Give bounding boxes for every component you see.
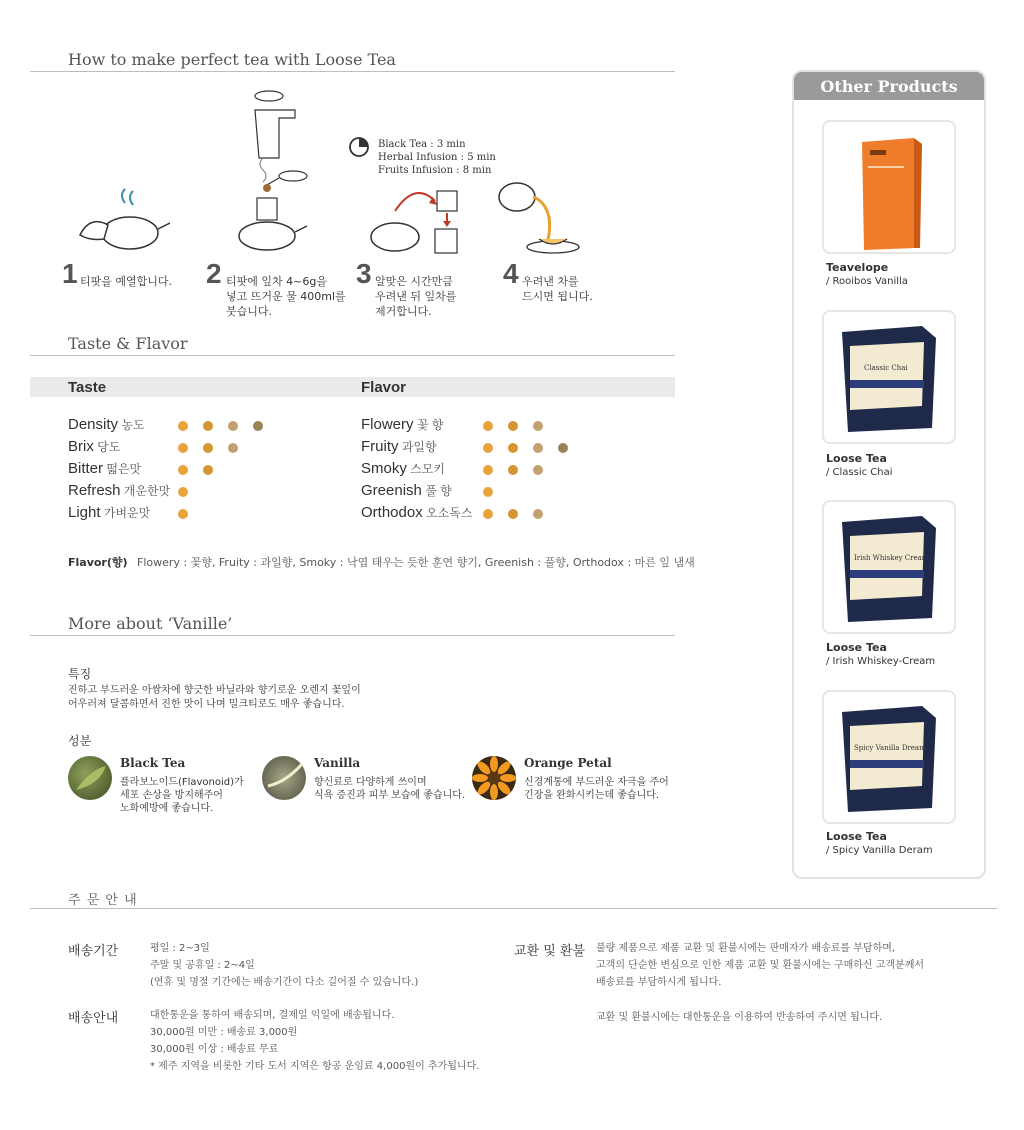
flavor-label-en: Smoky	[361, 460, 407, 477]
level-dot	[483, 487, 493, 497]
product-image-spicy-vanilla-dream[interactable]	[822, 690, 956, 824]
taste-label-en: Refresh	[68, 482, 121, 499]
flavor-row-greenish	[361, 482, 661, 504]
product-subtitle[interactable]: / Classic Chai	[826, 467, 893, 478]
flavor-header: Flavor	[361, 379, 407, 396]
time-herbal: Herbal Infusion : 5 min	[378, 152, 496, 163]
level-dot	[178, 509, 188, 519]
taste-header: Taste	[68, 379, 107, 396]
product-image-irish-whiskey-cream[interactable]	[822, 500, 956, 634]
taste-row-refresh	[68, 482, 368, 504]
more-title: More about ‘Vanille’	[68, 614, 233, 633]
flavor-label	[361, 460, 445, 477]
step-4-text: 우려낸 차를 드시면 됩니다.	[522, 275, 593, 303]
flavor-label-ko: 풀 향	[421, 484, 452, 498]
step-2-text: 티팟에 잎차 4~6g을 넣고 뜨거운 물 400ml를 붓습니다.	[226, 275, 346, 318]
taste-label	[68, 482, 170, 499]
product-name[interactable]: Loose Tea	[826, 641, 887, 654]
flavor-row-fruity	[361, 438, 661, 460]
level-dot	[228, 421, 238, 431]
taste-flavor-title: Taste & Flavor	[68, 334, 188, 353]
other-products-sidebar	[792, 70, 986, 879]
product-subtitle[interactable]: / Rooibos Vanilla	[826, 276, 908, 287]
level-dot	[508, 509, 518, 519]
ingredients-label: 성분	[68, 734, 92, 748]
ingredient-name: Vanilla	[314, 756, 361, 770]
level-dot	[178, 443, 188, 453]
tin-label: Spicy Vanilla Dream	[854, 744, 926, 752]
flavor-label-ko: 꽃 향	[413, 418, 444, 432]
flavor-label	[361, 438, 437, 455]
loose-tea-tin-icon	[824, 692, 954, 822]
taste-label-en: Bitter	[68, 460, 104, 477]
taste-flavor-header	[30, 377, 675, 397]
orange-petal-image	[472, 756, 516, 800]
level-dot	[203, 421, 213, 431]
taste-row-light	[68, 504, 368, 526]
level-dot	[533, 443, 543, 453]
step-4-number: 4	[503, 258, 519, 289]
flavor-row-flowery	[361, 416, 661, 438]
flavor-label-ko: 오소독스	[422, 506, 473, 520]
loose-tea-tin-icon	[824, 502, 954, 632]
flavor-row-smoky	[361, 460, 661, 482]
section-divider	[30, 908, 997, 909]
tin-label: Irish Whiskey Cream	[854, 554, 929, 562]
flavor-label-en: Orthodox	[361, 504, 423, 521]
teapot-remove-leaves-illustration	[365, 185, 465, 260]
product-name[interactable]: Teavelope	[826, 261, 889, 274]
flavor-label	[361, 416, 443, 433]
taste-label-en: Brix	[68, 438, 94, 455]
shipping-info-label: 배송안내	[68, 1011, 119, 1026]
teapot-pour-illustration	[235, 88, 315, 263]
product-image-classic-chai[interactable]	[822, 310, 956, 444]
taste-row-density	[68, 416, 368, 438]
level-dot	[483, 421, 493, 431]
vanilla-image	[262, 756, 306, 800]
step-2-number: 2	[206, 258, 222, 289]
level-dot	[483, 509, 493, 519]
step-3-number: 3	[356, 258, 372, 289]
taste-label-ko: 개운한맛	[120, 484, 171, 498]
level-dot	[533, 465, 543, 475]
step-1-text: 티팟을 예열합니다.	[80, 275, 173, 288]
level-dot	[508, 443, 518, 453]
product-image-rooibos-vanilla[interactable]	[822, 120, 956, 254]
section-divider	[30, 635, 675, 636]
taste-label	[68, 460, 141, 477]
black-tea-image	[68, 756, 112, 800]
ingredient-desc: 신경계통에 부드러운 자극을 주어 긴장을 완화시키는데 좋습니다.	[524, 777, 669, 801]
loose-tea-tin-icon	[824, 312, 954, 442]
taste-label-ko: 가벼운맛	[100, 506, 151, 520]
order-title: 주 문 안 내	[68, 893, 138, 908]
time-fruits: Fruits Infusion : 8 min	[378, 165, 492, 176]
flavor-label-en: Fruity	[361, 438, 399, 455]
teapot-warm-illustration	[70, 185, 170, 255]
product-subtitle[interactable]: / Irish Whiskey-Cream	[826, 656, 936, 667]
timer-icon	[348, 136, 370, 158]
flavor-label-en: Flowery	[361, 416, 414, 433]
shipping-period-text: 평일 : 2~3일 주말 및 공휴일 : 2~4일 (연휴 및 명절 기간에는 배송기간이 다소 길어질 수 있습니다.)	[150, 943, 419, 988]
flavor-note	[68, 554, 695, 570]
step-1-number: 1	[62, 258, 78, 289]
level-dot	[178, 487, 188, 497]
level-dot	[508, 465, 518, 475]
feature-text: 진하고 부드러운 아쌈차에 향긋한 바닐라와 향기로운 오렌지 꽃잎이 어우러져 달콤하면서 진한 맛이 나며 밀크티로도 매우 좋습니다.	[68, 685, 361, 710]
teavelope-box-icon	[824, 122, 954, 252]
feature-label: 특징	[68, 667, 92, 681]
ingredient-desc: 플라보노이드(Flavonoid)가 세포 손상을 방지해주어 노화예방에 좋습니다.	[120, 777, 244, 814]
other-products-title: Other Products	[794, 72, 984, 100]
exchange-text: 불량 제품으로 제품 교환 및 환불시에는 판매자가 배송료를 부담하며, 고객의 단순한 변심으로 인한 제품 교환 및 환불시에는 구매하신 고객분께서 배송료를 부담하시게 됩니다.	[596, 943, 925, 988]
taste-label-ko: 농도	[118, 418, 145, 432]
level-dot	[483, 465, 493, 475]
taste-label-ko: 당도	[93, 440, 121, 454]
product-name[interactable]: Loose Tea	[826, 452, 887, 465]
product-subtitle[interactable]: / Spicy Vanilla Deram	[826, 845, 933, 856]
exchange-label: 교환 및 환불	[514, 944, 586, 959]
level-dot	[483, 443, 493, 453]
ingredient-orange-petal	[524, 756, 684, 802]
time-black-tea: Black Tea : 3 min	[378, 139, 466, 150]
ingredient-black-tea	[120, 756, 260, 815]
teacup-serve-illustration	[495, 175, 585, 260]
level-dot	[178, 465, 188, 475]
level-dot	[558, 443, 568, 453]
taste-label-en: Light	[68, 504, 101, 521]
shipping-period-label: 배송기간	[68, 944, 119, 959]
flavor-note-label: Flavor(향)	[68, 556, 128, 569]
taste-label-ko: 떫은맛	[103, 462, 142, 476]
ingredient-vanilla	[314, 756, 474, 802]
howto-title: How to make perfect tea with Loose Tea	[68, 50, 396, 69]
taste-row-bitter	[68, 460, 368, 482]
level-dot	[533, 509, 543, 519]
level-dot	[508, 421, 518, 431]
ingredient-desc: 향신료로 다양하게 쓰이며 식욕 증진과 피부 보습에 좋습니다.	[314, 777, 466, 801]
level-dot	[178, 421, 188, 431]
taste-label	[68, 416, 145, 433]
section-divider	[30, 71, 675, 72]
tin-label: Classic Chai	[864, 364, 908, 372]
ingredient-name: Black Tea	[120, 756, 186, 770]
level-dot	[533, 421, 543, 431]
level-dot	[203, 443, 213, 453]
flavor-note-text: Flowery : 꽃향, Fruity : 과일향, Smoky : 낙엽 태우는 듯한 훈연 향기, Greenish : 풀향, Orthodox : 마른 잎 냄새	[137, 556, 695, 569]
level-dot	[228, 443, 238, 453]
taste-row-brix	[68, 438, 368, 460]
flavor-label-ko: 스모키	[406, 462, 445, 476]
level-dot	[203, 465, 213, 475]
taste-label-en: Density	[68, 416, 119, 433]
taste-label	[68, 438, 120, 455]
exchange-return-text: 교환 및 환불시에는 대한통운을 이용하여 반송하여 주시면 됩니다.	[596, 1012, 883, 1023]
flavor-label-ko: 과일향	[398, 440, 437, 454]
ingredient-name: Orange Petal	[524, 756, 612, 770]
product-name[interactable]: Loose Tea	[826, 830, 887, 843]
flavor-label	[361, 504, 472, 521]
level-dot	[253, 421, 263, 431]
step-3-text: 알맞은 시간만큼 우려낸 뒤 잎차를 제거합니다.	[375, 275, 457, 318]
flavor-label-en: Greenish	[361, 482, 422, 499]
flavor-row-orthodox	[361, 504, 661, 526]
taste-label	[68, 504, 150, 521]
section-divider	[30, 355, 675, 356]
flavor-label	[361, 482, 452, 499]
shipping-info-text: 대한통운을 통하여 배송되며, 결제일 익일에 배송됩니다. 30,000원 미만 : 배송료 3,000원 30,000원 이상 : 배송료 무료 * 제주 지역을 비롯한 기타 도서 지역은 항공 운임료 4,000원이 추가됩니다.	[150, 1010, 480, 1072]
